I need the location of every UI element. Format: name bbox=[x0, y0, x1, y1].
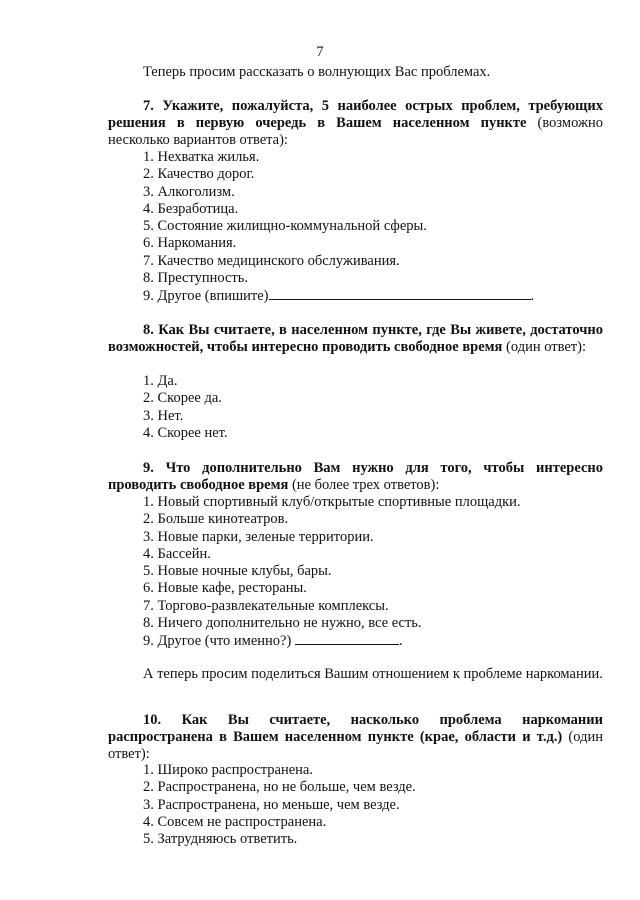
intro-text: Теперь просим рассказать о волнующих Вас проблемах. bbox=[143, 64, 491, 80]
option-other: 9. Другое (впишите) . bbox=[143, 288, 535, 305]
option: 5. Затрудняюсь ответить. bbox=[143, 831, 298, 848]
question-9-note: (не более трех ответов): bbox=[288, 477, 440, 493]
question-7-note: (возможно несколько вариантов ответа): bbox=[108, 115, 603, 148]
option: 3. Распространена, но меньше, чем везде. bbox=[143, 796, 400, 813]
option: 3. Новые парки, зеленые территории. bbox=[143, 528, 374, 545]
option: 4. Совсем не распространена. bbox=[143, 813, 327, 830]
option: 4. Бассейн. bbox=[143, 545, 211, 562]
question-9-text: Что дополнительно Вам нужно для того, чтобы интересно проводить свободное время bbox=[108, 460, 603, 493]
option: 1. Новый спортивный клуб/открытые спортивные площадки. bbox=[143, 494, 521, 510]
option: 3. Нет. bbox=[143, 407, 184, 424]
question-7-number: 7. bbox=[143, 98, 154, 114]
fill-in-blank[interactable] bbox=[269, 287, 531, 300]
question-7 bbox=[108, 98, 603, 149]
option: 5. Состояние жилищно-коммунальной сферы. bbox=[143, 218, 427, 235]
option: 1. Да. bbox=[143, 373, 178, 389]
option-other: 9. Другое (что именно?) . bbox=[143, 633, 403, 650]
option: 4. Скорее нет. bbox=[143, 424, 228, 441]
option: 2. Распространена, но не больше, чем везде. bbox=[143, 779, 416, 796]
question-8-text: Как Вы считаете, в населенном пункте, где Вы живете, достаточно возможностей, чтобы интересно проводить свободное время bbox=[108, 322, 604, 355]
question-7-options bbox=[143, 149, 603, 305]
option: 8. Преступность. bbox=[143, 270, 248, 287]
page-number: 7 bbox=[316, 44, 324, 60]
option: 8. Ничего дополнительно не нужно, все есть. bbox=[143, 615, 422, 632]
question-10-note: (один ответ): bbox=[108, 729, 603, 762]
option: 2. Качество дорог. bbox=[143, 166, 255, 183]
option: 1. Широко распространена. bbox=[143, 762, 313, 778]
question-9-options bbox=[143, 494, 603, 650]
question-8-number: 8. bbox=[143, 322, 154, 338]
option: 5. Новые ночные клубы, бары. bbox=[143, 563, 332, 580]
option: 7. Качество медицинского обслуживания. bbox=[143, 252, 400, 269]
question-8-note: (один ответ): bbox=[502, 339, 587, 355]
option: 6. Новые кафе, рестораны. bbox=[143, 580, 307, 597]
question-10 bbox=[108, 712, 603, 763]
question-10-number: 10. bbox=[143, 712, 162, 728]
option: 1. Нехватка жилья. bbox=[143, 149, 260, 165]
option: 4. Безработица. bbox=[143, 200, 239, 217]
option: 2. Скорее да. bbox=[143, 390, 222, 407]
question-10-text: Как Вы считаете, насколько проблема наркомании распространена в Вашем населенном пункте (крае, области и т.д.) bbox=[108, 712, 603, 745]
option: 7. Торгово-развлекательные комплексы. bbox=[143, 597, 389, 614]
option: 6. Наркомания. bbox=[143, 235, 237, 252]
question-8 bbox=[108, 322, 603, 356]
question-7-text: Укажите, пожалуйста, 5 наиболее острых проблем, требующих решения в первую очередь в Вашем населенном пункте bbox=[108, 98, 603, 131]
question-8-options bbox=[143, 373, 603, 442]
transition-text: А теперь просим поделиться Вашим отношением к проблеме наркомании. bbox=[143, 666, 603, 682]
option: 2. Больше кинотеатров. bbox=[143, 511, 289, 528]
option: 3. Алкоголизм. bbox=[143, 183, 235, 200]
fill-in-blank[interactable] bbox=[295, 632, 399, 645]
question-9 bbox=[108, 460, 603, 494]
question-9-number: 9. bbox=[143, 460, 154, 476]
question-10-options bbox=[143, 762, 603, 848]
